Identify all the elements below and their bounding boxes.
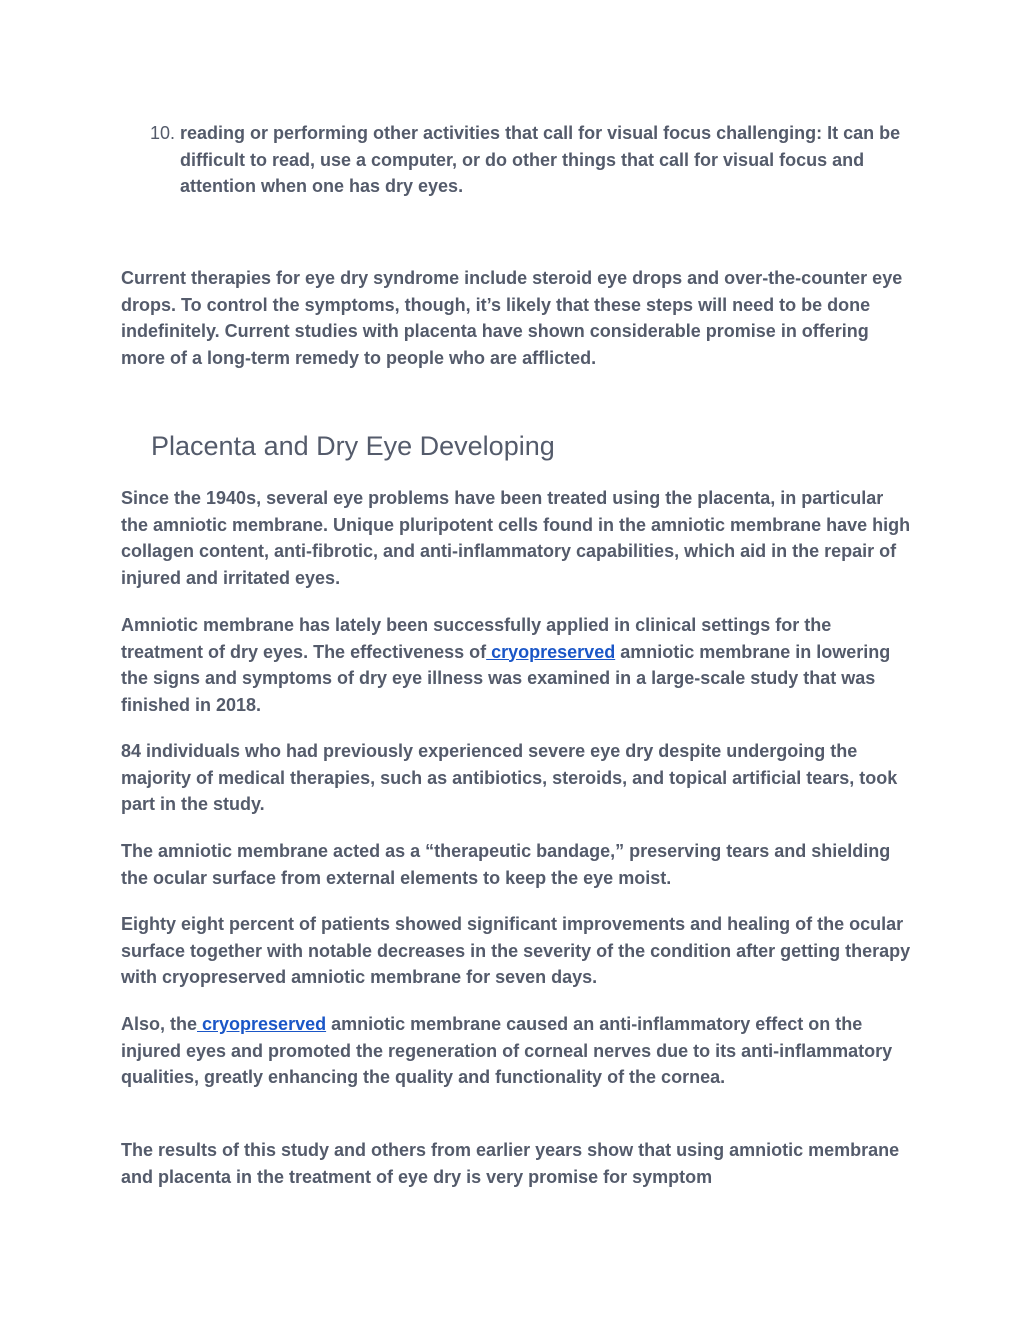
intro-paragraph: Current therapies for eye dry syndrome include steroid eye drops and over-the-counter eye drops. To control the symptoms, though, it’s likely that these steps will need to be done indefinitely. Current studies with placenta have shown considerable promise in offering more of a long-term remedy to people who are afflicted. [121,268,903,368]
paragraph-study-participants: 84 individuals who had previously experienced severe eye dry despite undergoing the majority of medical therapies, such as antibiotics, steroids, and topical artificial tears, took part in the study. [121,741,898,814]
cryopreserved-link-2[interactable]: cryopreserved [197,1014,327,1034]
paragraph-text: amniotic membrane caused an anti-inflammatory effect on the injured eyes and promoted the regeneration of corneal nerves due to its anti-inflammatory qualities, greatly enhancing the quality and functionality of the cornea. [121,1014,893,1087]
paragraph-text: Amniotic membrane has lately been successfully applied in clinical settings for the treatment of dry eyes. The effectiveness of [121,615,832,662]
paragraph-placenta-history: Since the 1940s, several eye problems have been treated using the placenta, in particular the amniotic membrane. Unique pluripotent cells found in the amniotic membrane have high collagen content, anti-fibrotic, and anti-inflammatory capabilities, which aid in the repair of injured and irritated eyes. [121,488,911,588]
paragraph-text: amniotic membrane in lowering the signs and symptoms of dry eye illness was examined in a large-scale study that was finished in 2018. [121,641,891,715]
paragraph-anti-inflammatory [121,1011,911,1091]
section-heading: Placenta and Dry Eye Developing [151,431,555,461]
list-item-text: reading or performing other activities that call for visual focus challenging: It can be difficult to read, use a computer, or do other things that call for visual focus and attention when one has dry eyes. [180,123,901,196]
paragraph-conclusion: The results of this study and others from earlier years show that using amniotic membrane and placenta in the treatment of eye dry is very promise for symptom [121,1140,900,1187]
paragraph-text: Also, the [121,1014,198,1034]
list-number: 10. [150,123,176,143]
paragraph-clinical-use [121,612,911,718]
cryopreserved-link[interactable]: cryopreserved [486,641,616,662]
paragraph-therapeutic-bandage: The amniotic membrane acted as a “therapeutic bandage,” preserving tears and shielding the ocular surface from external elements to keep the eye moist. [121,841,891,888]
paragraph-results-percent: Eighty eight percent of patients showed significant improvements and healing of the ocular surface together with notable decreases in the severity of the condition after getting therapy with cryopreserved amniotic membrane for seven days. [121,914,911,987]
